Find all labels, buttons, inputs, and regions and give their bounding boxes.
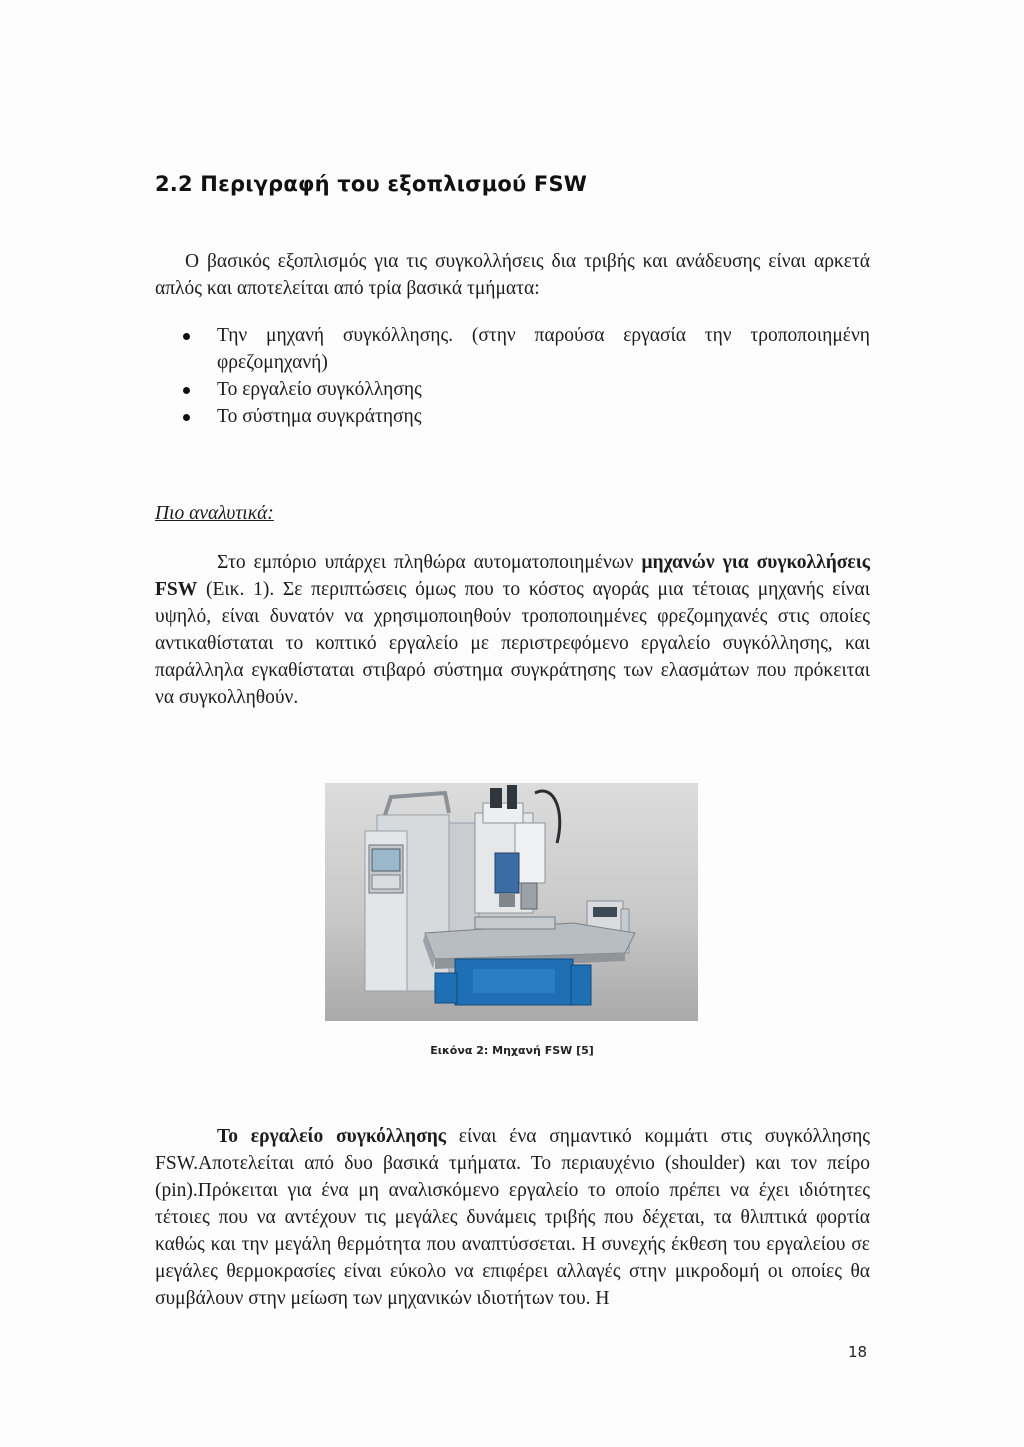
figure-caption: Εικόνα 2: Μηχανή FSW [5] — [430, 1044, 594, 1057]
list-item-text: Το σύστημα συγκράτησης — [217, 406, 422, 427]
tool-paragraph-body — [155, 1123, 870, 1312]
subheading: Πιο αναλυτικά: — [155, 503, 274, 524]
list-item — [155, 376, 870, 403]
tool-paragraph — [155, 1123, 870, 1312]
intro-paragraph — [155, 248, 870, 302]
machines-paragraph — [155, 549, 870, 711]
para3-bold: Το εργαλείο συγκόλλησης — [217, 1126, 447, 1147]
section-heading: 2.2 Περιγραφή του εξοπλισμού FSW — [155, 172, 588, 196]
fsw-machine-photo — [325, 783, 698, 1021]
para2-pre: Στο εμπόριο υπάρχει πληθώρα αυτοματοποιημένων — [217, 552, 642, 573]
component-list — [155, 322, 870, 430]
bullet-icon — [183, 387, 190, 394]
para2-bold: μηχανών για συγκολλήσεις FSW — [155, 552, 870, 600]
list-item-text: Την μηχανή συγκόλλησης. (στην παρούσα εργασία την τροποποιημένη φρεζομηχανή) — [217, 325, 870, 373]
bullet-icon — [183, 414, 190, 421]
list-item — [155, 322, 870, 376]
page-number: 18 — [848, 1343, 868, 1361]
machine-illustration — [325, 783, 698, 1021]
intro-text: Ο βασικός εξοπλισμός για τις συγκολλήσεις δια τριβής και ανάδευσης είναι αρκετά απλός και αποτελείται από τρία βασικά τμήματα: — [155, 251, 870, 299]
para3-text: είναι ένα σημαντικό κομμάτι στις συγκόλλησης FSW.Αποτελείται από δυο βασικά τμήματα. Το περιαυχένιο (shoulder) και τον πείρο (pin).Πρόκειται για ένα μη αναλισκόμενο εργαλείο το οποίο πρέπει να έχει ιδιότητες τέτοιες που να αντέχουν τις μεγάλες δυνάμεις τριβής που δέχεται, τα θλιπτικά φορτία καθώς και την μεγάλη θερμότητα που αναπτύσσεται. Η συνεχής έκθεση του εργαλείου σε μεγάλες θερμοκρασίες είναι εύκολο να επιφέρει αλλαγές στην μικροδομή οι οποίες θα συμβάλουν στην μείωση των μηχανικών ιδιοτήτων του. Η — [155, 1126, 870, 1309]
list-item-text: Το εργαλείο συγκόλλησης — [217, 379, 422, 400]
para2-post: (Εικ. 1). Σε περιπτώσεις όμως που το κόστος αγοράς μια τέτοιας μηχανής είναι υψηλό, είναι δυνατόν να χρησιμοποιηθούν τροποποιημένες φρεζομηχανές στις οποίες αντικαθίσταται το κοπτικό εργαλείο με περιστρεφόμενο εργαλείο συγκόλλησης, και παράλληλα εγκαθίσταται στιβαρό σύστημα συγκράτησης των ελασμάτων που πρόκειται να συγκολληθούν. — [155, 579, 870, 708]
bullet-icon — [183, 333, 190, 340]
list-item — [155, 403, 870, 430]
